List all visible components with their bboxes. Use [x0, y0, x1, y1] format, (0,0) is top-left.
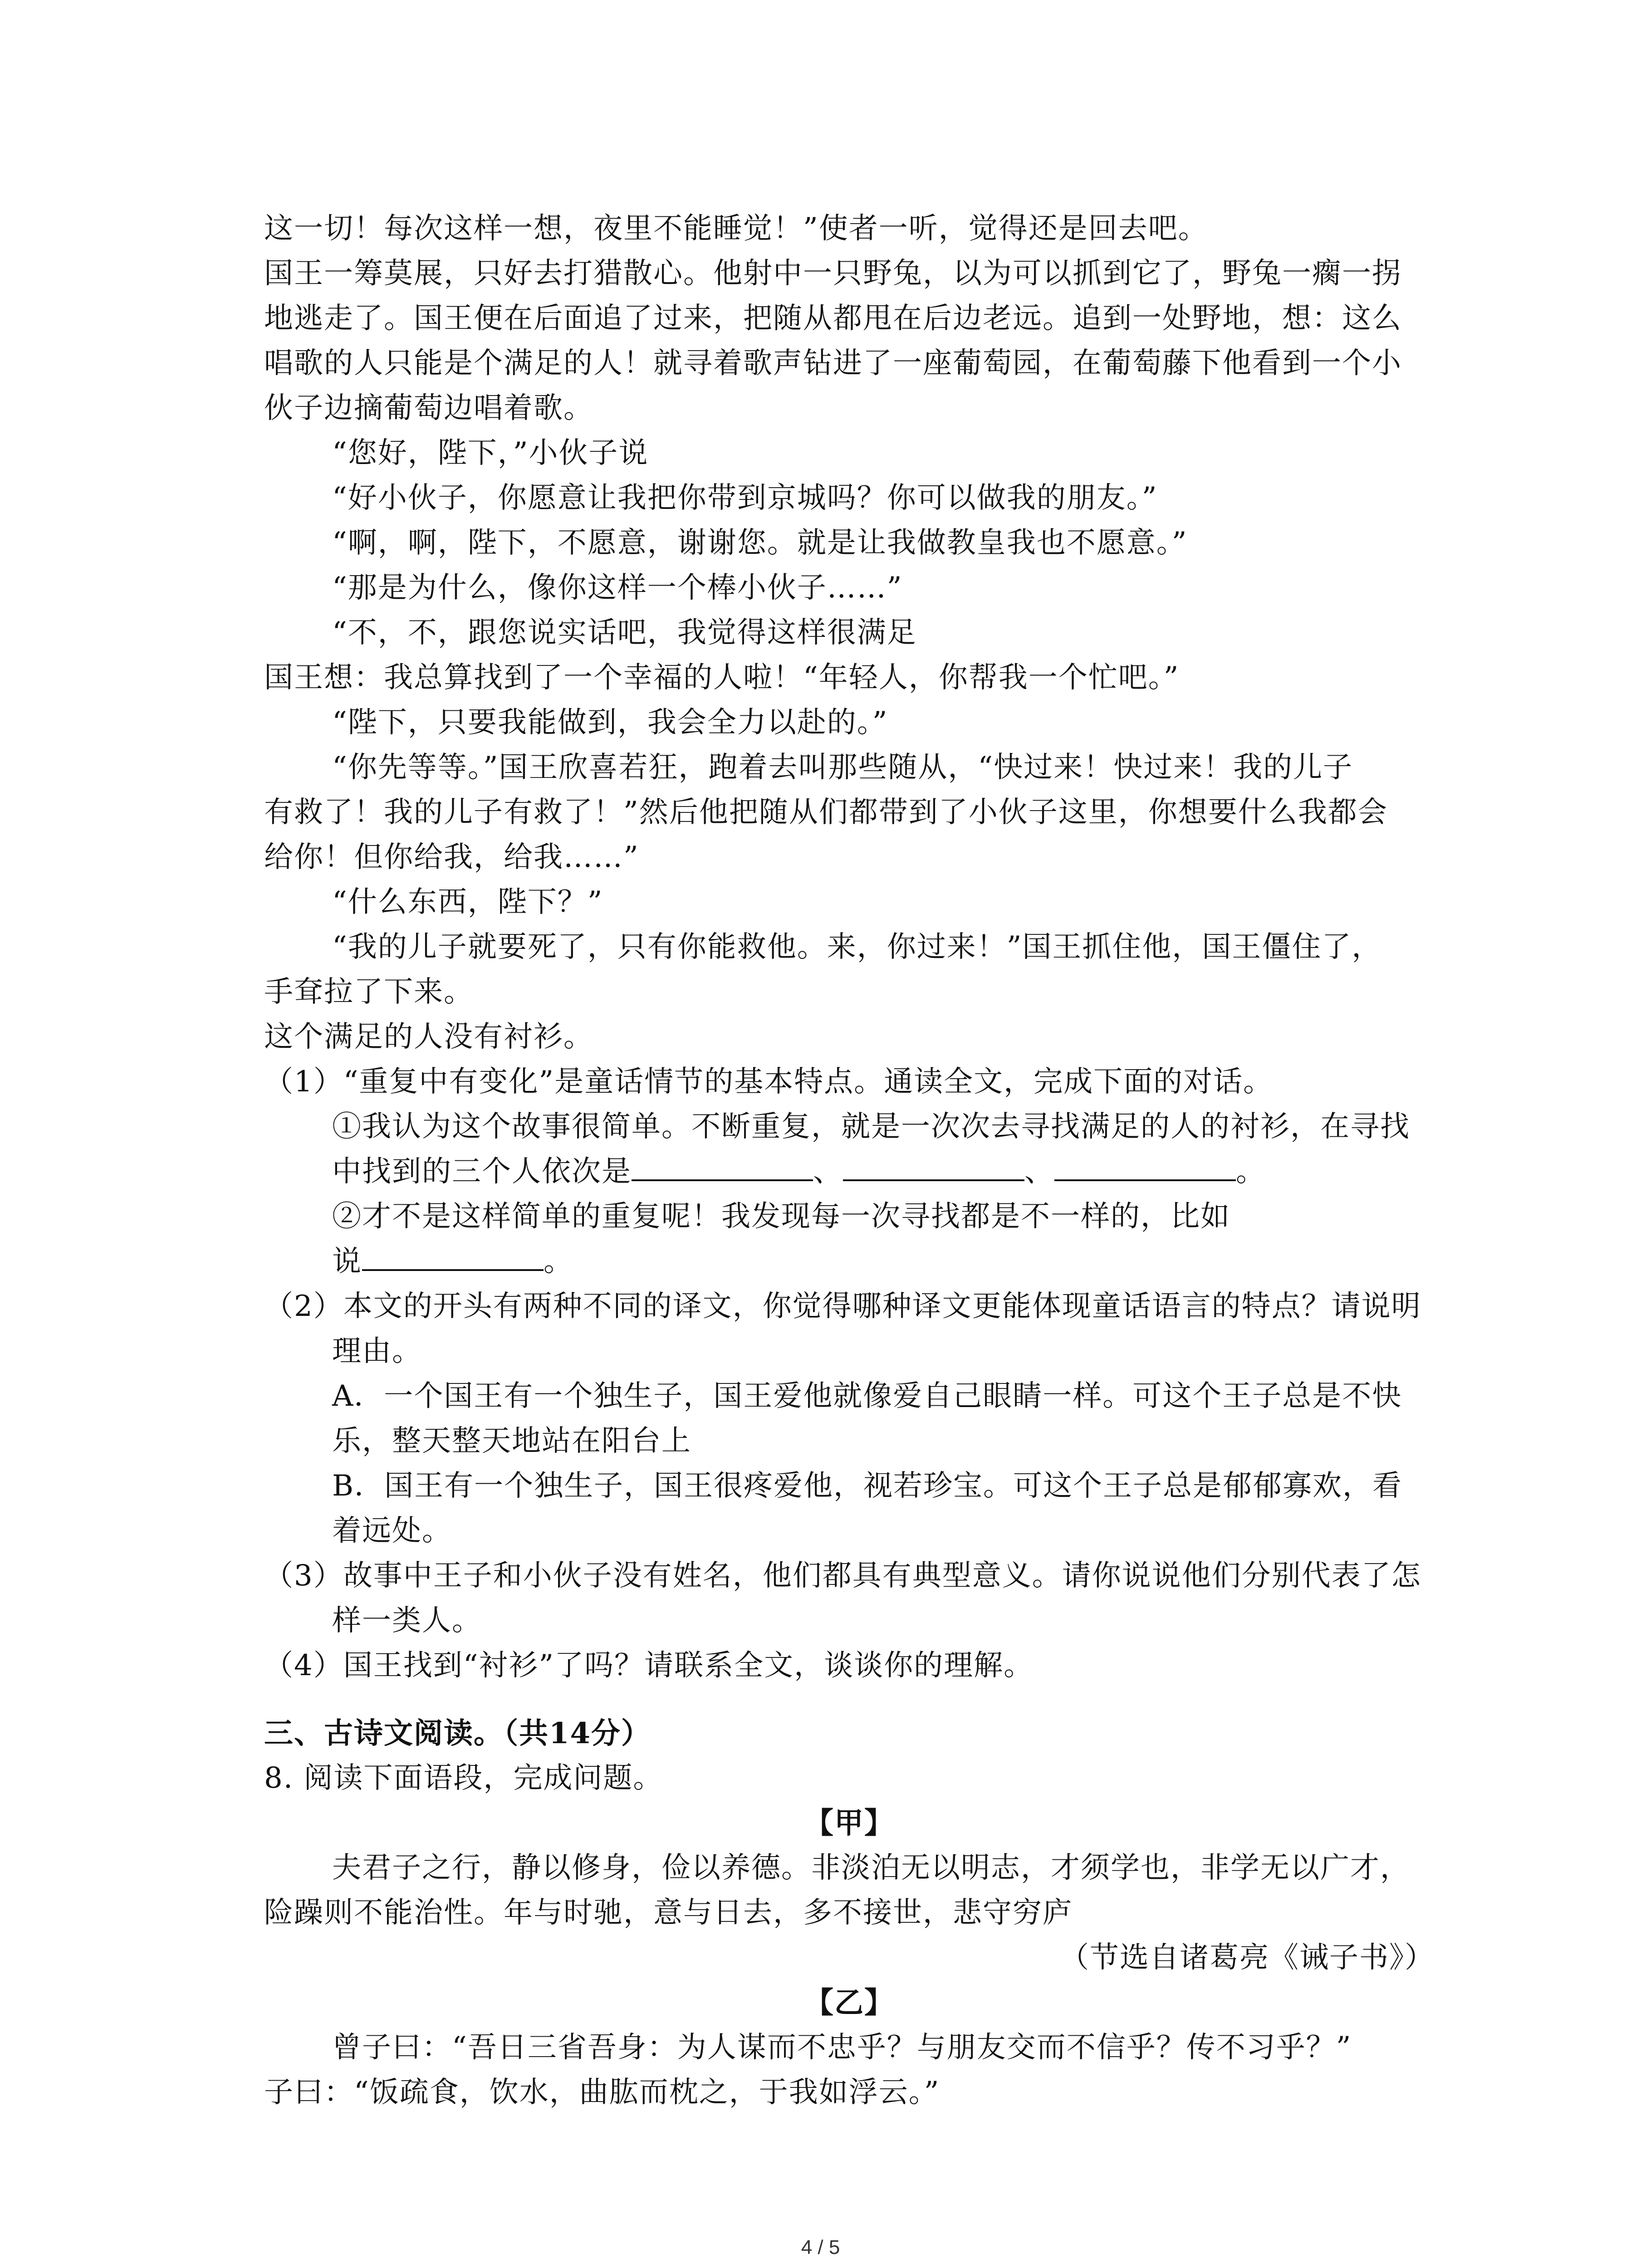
story-line: 国王一筹莫展，只好去打猎散心。他射中一只野兔，以为可以抓到它了，野兔一瘸一拐	[264, 257, 1402, 290]
dialogue-line: “我的儿子就要死了，只有你能救他。来，你过来！”国王抓住他，国王僵住了，	[332, 930, 1382, 964]
spacer	[264, 1688, 1435, 1697]
story-line: 有救了！我的儿子有救了！”然后他把随从们都带到了小伙子这里，你想要什么我都会	[264, 796, 1388, 829]
story-line: 这一切！每次这样一想，夜里不能睡觉！”使者一听，觉得还是回去吧。	[264, 212, 1208, 245]
dialogue-line: “什么东西，陛下？”	[332, 885, 603, 919]
separator: 、	[813, 1155, 843, 1188]
passage-jia-line2: 险躁则不能治性。年与时驰，意与日去，多不接世，悲守穷庐	[264, 1896, 1073, 1930]
answer-blank-1[interactable]	[632, 1152, 813, 1181]
dialogue-line: “你先等等。”国王欣喜若狂，跑着去叫那些随从，“快过来！快过来！我的儿子	[332, 751, 1353, 784]
dialogue-line: “啊，啊，陛下，不愿意，谢谢您。就是让我做教皇我也不愿意。”	[332, 526, 1188, 560]
story-line: 这个满足的人没有衬衫。	[264, 1020, 593, 1054]
dialogue-line: “好小伙子，你愿意让我把你带到京城吗？你可以做我的朋友。”	[332, 481, 1158, 515]
section-title: 三、古诗文阅读。（共14分）	[264, 1716, 652, 1750]
question-1: （1）“重复中有变化”是童话情节的基本特点。通读全文，完成下面的对话。	[264, 1065, 1274, 1099]
answer-blank-2[interactable]	[843, 1152, 1024, 1181]
passage-jia-source: （节选自诸葛亮《诫子书》）	[1060, 1941, 1435, 1975]
dialogue-line: “陛下，只要我能做到，我会全力以赴的。”	[332, 706, 888, 739]
page-content	[264, 206, 1435, 2115]
question-4: （4）国王找到“衬衫”了吗？请联系全文，谈谈你的理解。	[264, 1649, 1034, 1682]
question-2-cont: 理由。	[332, 1334, 422, 1368]
answer-prefix: 说	[332, 1245, 362, 1278]
page-number: 4 / 5	[801, 2236, 840, 2258]
question-1-answer-b-line1: ②才不是这样简单的重复呢！我发现每一次寻找都是不一样的，比如	[332, 1200, 1230, 1233]
answer-blank-3[interactable]	[1054, 1152, 1236, 1181]
dialogue-line: “那是为什么，像你这样一个棒小伙子……”	[332, 571, 903, 605]
passage-yi-line1: 曾子曰：“吾日三省吾身：为人谋而不忠乎？与朋友交而不信乎？传不习乎？”	[332, 2031, 1352, 2064]
story-line: 给你！但你给我，给我……”	[264, 841, 639, 874]
option-a-line2: 乐，整天整天地站在阳台上	[332, 1424, 691, 1458]
question-8: 8. 阅读下面语段，完成问题。	[264, 1761, 663, 1795]
question-3-cont: 样一类人。	[332, 1604, 482, 1637]
passage-yi-title: 【乙】	[804, 1986, 894, 2020]
dialogue-line: “您好，陛下，”小伙子说	[332, 436, 649, 470]
story-line: 手耷拉了下来。	[264, 975, 474, 1009]
passage-yi-line2: 子曰：“饭疏食，饮水，曲肱而枕之，于我如浮云。”	[264, 2076, 940, 2109]
story-line: 国王想：我总算找到了一个幸福的人啦！“年轻人，你帮我一个忙吧。”	[264, 661, 1180, 694]
answer-end: 。	[544, 1245, 573, 1278]
question-2: （2）本文的开头有两种不同的译文，你觉得哪种译文更能体现童话语言的特点？请说明	[264, 1290, 1421, 1323]
option-b-line1: B．国王有一个独生子，国王很疼爱他，视若珍宝。可这个王子总是郁郁寡欢，看	[332, 1469, 1403, 1503]
option-a-line1: A．一个国王有一个独生子，国王爱他就像爱自己眼睛一样。可这个王子总是不快	[332, 1379, 1402, 1413]
story-line: 唱歌的人只能是个满足的人！就寻着歌声钻进了一座葡萄园，在葡萄藤下他看到一个小	[264, 347, 1402, 380]
story-line: 伙子边摘葡萄边唱着歌。	[264, 391, 593, 425]
story-line: 地逃走了。国王便在后面追了过来，把随从都甩在后边老远。追到一处野地，想：这么	[264, 302, 1402, 335]
answer-prefix: 中找到的三个人依次是	[332, 1155, 632, 1188]
question-1-answer-a-line2	[264, 1149, 1435, 1194]
dialogue-line: “不，不，跟您说实话吧，我觉得这样很满足	[332, 616, 917, 650]
passage-jia-title: 【甲】	[804, 1806, 894, 1840]
option-b-line2: 着远处。	[332, 1514, 452, 1548]
question-1-answer-b-line2	[264, 1239, 1435, 1284]
passage-jia-line1: 夫君子之行，静以修身，俭以养德。非淡泊无以明志，才须学也，非学无以广才，	[332, 1851, 1410, 1885]
question-1-answer-a-line1: ①我认为这个故事很简单。不断重复，就是一次次去寻找满足的人的衬衫，在寻找	[332, 1110, 1410, 1144]
answer-end: 。	[1236, 1155, 1266, 1188]
separator: 、	[1024, 1155, 1054, 1188]
question-3: （3）故事中王子和小伙子没有姓名，他们都具有典型意义。请你说说他们分别代表了怎	[264, 1559, 1421, 1593]
answer-blank-4[interactable]	[362, 1242, 544, 1271]
